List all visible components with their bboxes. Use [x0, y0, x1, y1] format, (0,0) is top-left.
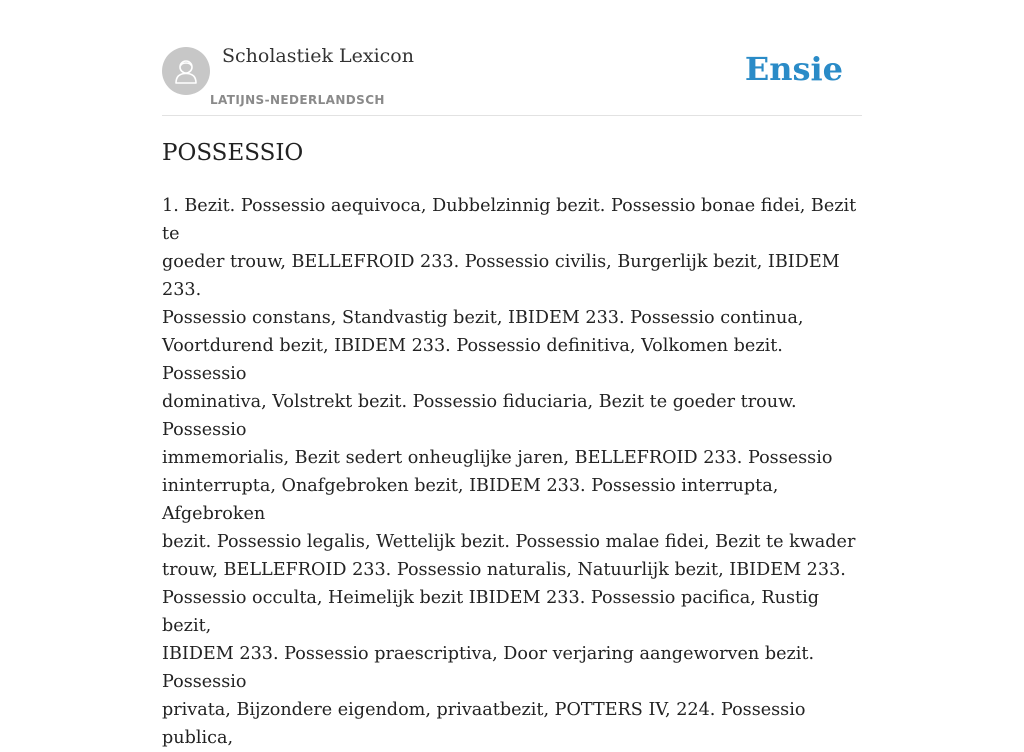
avatar[interactable]	[162, 47, 210, 95]
entry-body: 1. Bezit. Possessio aequivoca, Dubbelzinnig bezit. Possessio bonae fidei, Bezit te goeder trouw, BELLEFROID 233. Possessio civilis, Burgerlijk bezit, IBIDEM 233. Possessio constans, Standvastig bezit, IBIDEM 233. Possessio continua, Voortdurend bezit, IBIDEM 233. Possessio definitiva, Volkomen bezit. Possessio dominativa, Volstrekt bezit. Possessio fiduciaria, Bezit te goeder trouw. Possessio immemorialis, Bezit sedert onheuglijke jaren, BELLEFROID 233. Possessio ininterrupta, Onafgebroken bezit, IBIDEM 233. Possessio interrupta, Afgebroken bezit. Possessio legalis, Wettelijk bezit. Possessio malae fidei, Bezit te kwader trouw, BELLEFROID 233. Possessio naturalis, Natuurlijk bezit, IBIDEM 233. Possessio occulta, Heimelijk bezit IBIDEM 233. Possessio pacifica, Rustig bezit, IBIDEM 233. Possessio praescriptiva, Door verjaring aangeworven bezit. Possessio privata, Bijzondere eigendom, privaatbezit, POTTERS IV, 224. Possessio publica,	[162, 196, 857, 748]
header-divider	[162, 115, 862, 116]
source-title[interactable]: Scholastiek Lexicon	[222, 45, 414, 67]
entry-title: POSSESSIO	[162, 140, 304, 166]
source-subtitle: LATIJNS-NEDERLANDSCH	[210, 93, 385, 107]
ensie-logo[interactable]: Ensie	[744, 50, 843, 88]
user-icon	[171, 56, 201, 86]
